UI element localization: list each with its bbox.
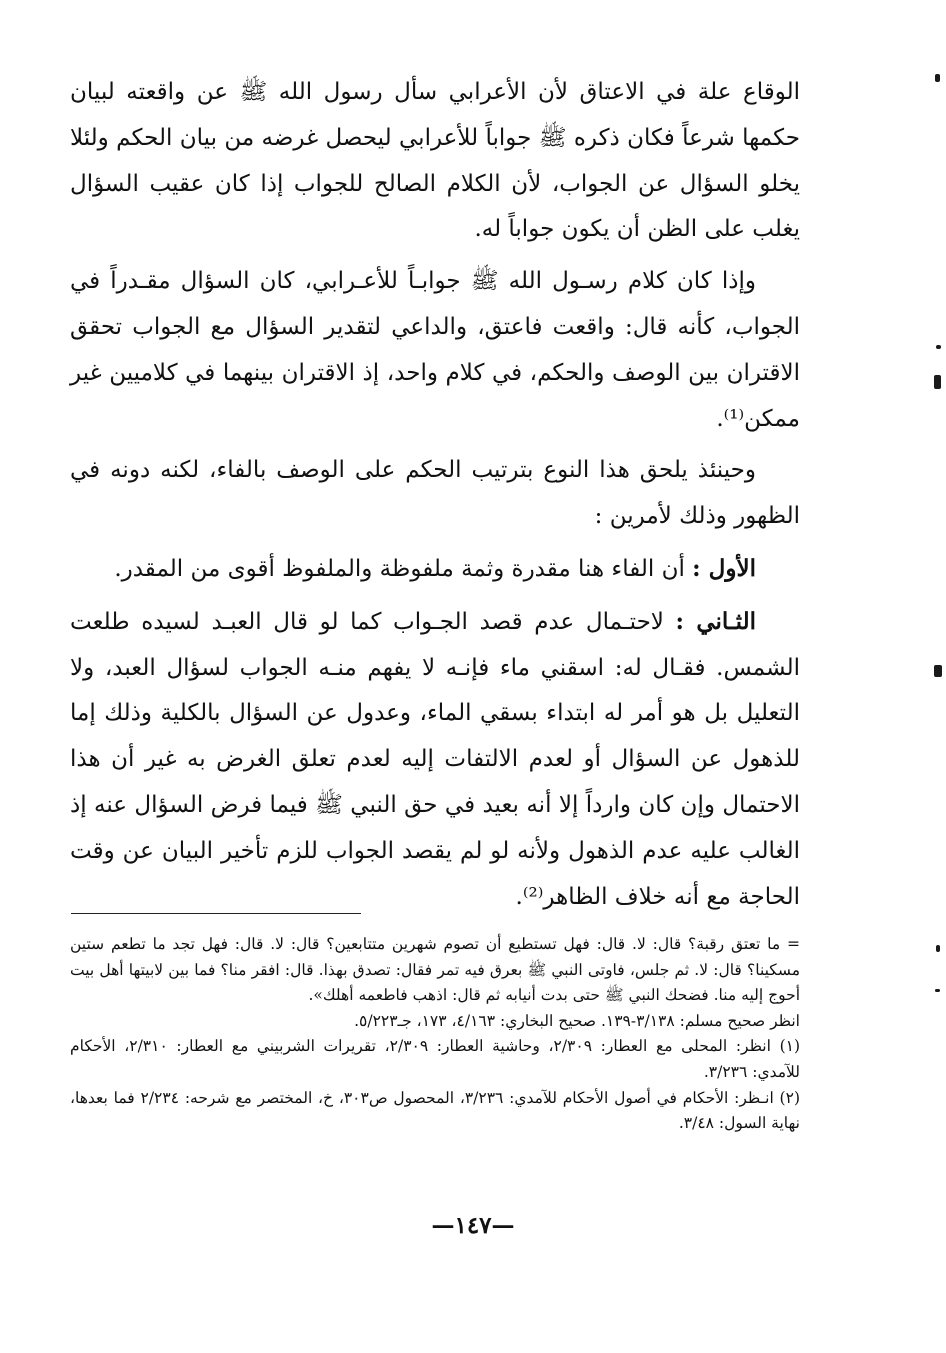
point-second [70,599,800,921]
footnote-source: انظر صحيح مسلم: ٣/١٣٨-١٣٩. صحيح البخاري: ٤/١٦٣، ١٧٣، جـ٥/٢٢٣. [354,1011,800,1030]
point-first [70,546,800,593]
margin-mark [934,375,941,389]
footnotes [70,932,800,1137]
footnote-2: (٢) انـظر: الأحكام في أصول الأحكام للآمدي: ٣/٢٣٦، المحصول ص٣٠٣، خ، المختصر مع شرحه: ٢/٢٣٤ فما بعدها، نهاية السول: ٣/٤٨. [70,1088,800,1133]
margin-mark [934,665,942,677]
page-number: —١٤٧— [431,1212,515,1239]
paragraph-1: الوقاع علة في الاعتاق لأن الأعرابي سأل رسول الله ﷺ عن واقعته لبيان حكمها شرعاً فكان ذكره ﷺ جواباً للأعرابي ليحصل غرضه من بيان الحكم ولئلا يخلو السؤال عن الجواب، لأن الكلام الصالح للجواب إذا كان عقيب السؤال يغلب على الظن أن يكون جواباً له. [70,79,800,243]
footnote-continuation: = ما تعتق رقبة؟ قال: لا. قال: فهل تستطيع أن تصوم شهرين متتابعين؟ قال: لا. قال: فهل تجد ما تطعم ستين مسكينا؟ قال: لا. ثم جلس، فاوتى النبي ﷺ بعرق فيه تمر فقال: تصدق بهذا. قال: افقر منا؟ فما بين لابيتها أهل بيت أحوج إليه منا. فضحك النبي ﷺ حتى بدت أنيابه ثم قال: اذهب فاطعمه أهلك». [70,935,800,1005]
point-first-text: أن الفاء هنا مقدرة وثمة ملفوظة والملفوظ أقوى من المقدر. [114,555,685,582]
main-text [70,70,800,920]
paragraph-2: وإذا كان كلام رسـول الله ﷺ جوابـاً للأعـرابي، كان السؤال مقـدراً في الجواب، كأنه قال: واقعت فاعتق، والداعي لتقدير السؤال مع الجواب تحقق الاقتران بين الوصف والحكم، في كلام واحد، إذ الاقتران بينهما في كلاميين غير ممكن⁽¹⁾. [70,268,800,432]
footnote-divider [71,913,361,914]
footnote-1: (١) انظر: المحلى مع العطار: ٢/٣٠٩، وحاشية العطار: ٢/٣٠٩، تقريرات الشربيني مع العطار: ٢/٣١٠، الأحكام للآمدي: ٣/٢٣٦. [70,1037,801,1081]
page-content [70,70,801,1133]
margin-mark [935,74,940,82]
paragraph-3: وحينئذ يلحق هذا النوع بترتيب الحكم على الوصف بالفاء، لكنه دونه في الظهور وذلك لأمرين : [70,457,800,530]
point-second-text: لاحتـمال عدم قصد الجـواب كما لو قال العبـد لسيده طلعت الشمس. فقـال له: اسقني ماء فإنـه لا يفهم منـه الجواب لسؤال العبد، ولا التعليل بل هو أمر له ابتداء بسقي الماء، وعدول عن السؤال بالكلية وذلك إما للذهول عن السؤال أو لعدم الالتفات إليه لعدم تعلق الغرض به غير أن هذا الاحتمال وإن كان وارداً إلا أنه بعيد في حق النبي ﷺ فيما فرض السؤال عنه إذ الغالب عليه عدم الذهول ولأنه لو لم يقصد الجواب للزم تأخير البيان عن وقت الحاجة مع أنه خلاف الظاهر⁽²⁾. [70,608,800,910]
margin-mark [935,989,940,992]
point-first-lead: الأول : [692,554,756,582]
point-second-lead: الثـاني : [675,607,756,635]
margin-mark [936,945,940,952]
margin-mark [936,345,941,349]
